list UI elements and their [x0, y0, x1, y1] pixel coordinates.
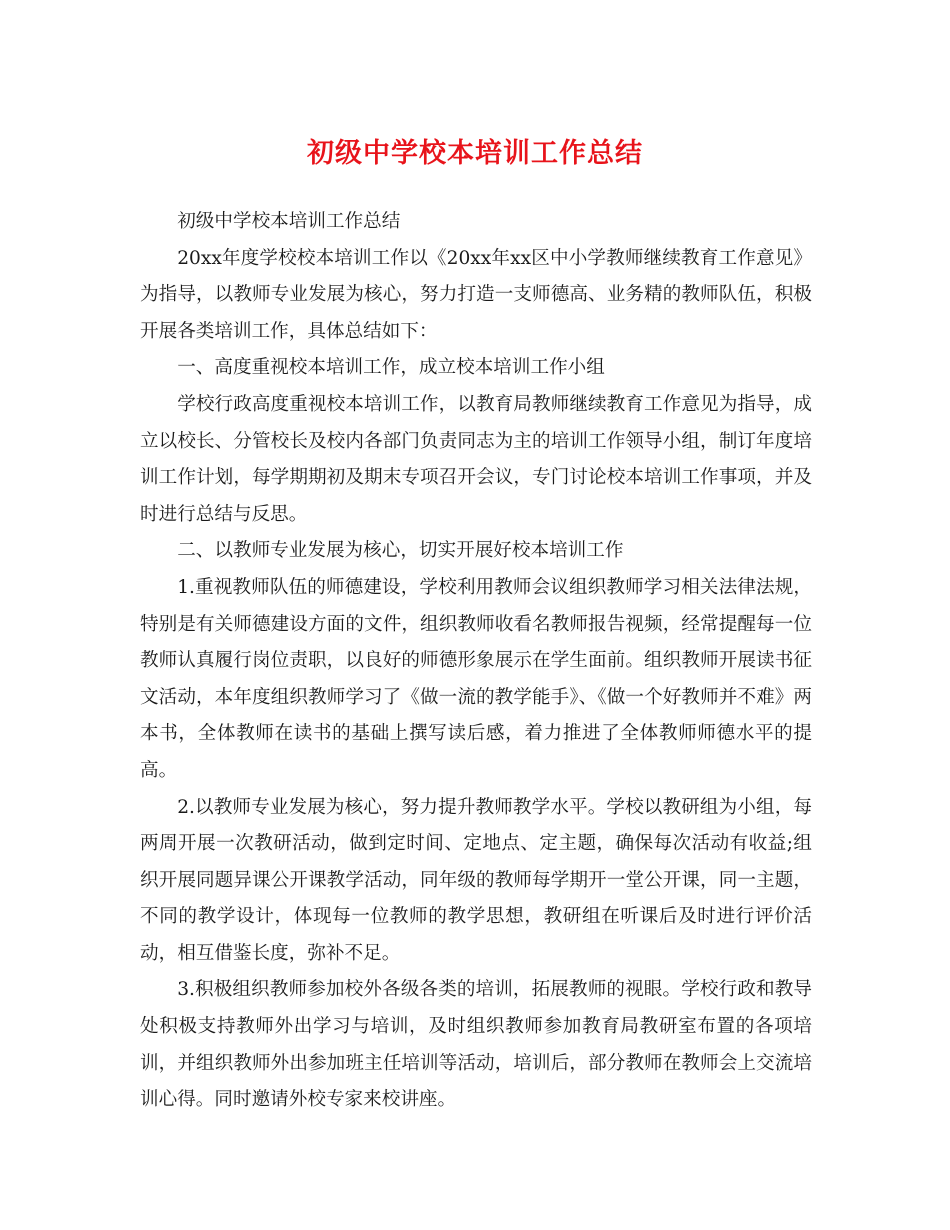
document-title: 初级中学校本培训工作总结 — [307, 138, 643, 169]
section-heading-1: 一、高度重视校本培训工作，成立校本培训工作小组 — [177, 357, 605, 379]
paragraph-item-3: 3.积极组织教师参加校外各级各类的培训，拓展教师的视眼。学校行政和教导处积极支持教师外出学习与培训，及时组织教师参加教育局教研室布置的各项培训，并组织教师外出参加班主任培训等活动，培训后，部分教师在教师会上交流培训心得。同时邀请外校专家来校讲座。 — [140, 979, 812, 1111]
document-body — [140, 204, 812, 1119]
paragraph-section-1: 学校行政高度重视校本培训工作，以教育局教师继续教育工作意见为指导，成立以校长、分管校长及校内各部门负责同志为主的培训工作领导小组，制订年度培训工作计划，每学期期初及期末专项召开会议，专门讨论校本培训工作事项，并及时进行总结与反思。 — [140, 393, 812, 525]
paragraph-item-1: 1.重视教师队伍的师德建设，学校利用教师会议组织教师学习相关法律法规，特别是有关师德建设方面的文件，组织教师收看名教师报告视频，经常提醒每一位教师认真履行岗位责职，以良好的师德形象展示在学生面前。组织教师开展读书征文活动，本年度组织教师学习了《做一流的教学能手》、《做一个好教师并不难》两本书，全体教师在读书的基础上撰写读后感，着力推进了全体教师师德水平的提高。 — [140, 576, 812, 781]
paragraph-intro: 20xx年度学校校本培训工作以《20xx年xx区中小学教师继续教育工作意见》为指导，以教师专业发展为核心，努力打造一支师德高、业务精的教师队伍，积极开展各类培训工作，具体总结如下： — [140, 247, 812, 342]
section-heading-2: 二、以教师专业发展为核心，切实开展好校本培训工作 — [177, 540, 624, 562]
paragraph-subtitle: 初级中学校本培训工作总结 — [177, 211, 401, 232]
paragraph-item-2: 2.以教师专业发展为核心，努力提升教师教学水平。学校以教研组为小组，每两周开展一次教研活动，做到定时间、定地点、定主题，确保每次活动有收益;组织开展同题异课公开课教学活动，同年级的教师每学期开一堂公开课，同一主题，不同的教学设计，体现每一位教师的教学思想，教研组在听课后及时进行评价活动，相互借鉴长度，弥补不足。 — [140, 796, 812, 964]
